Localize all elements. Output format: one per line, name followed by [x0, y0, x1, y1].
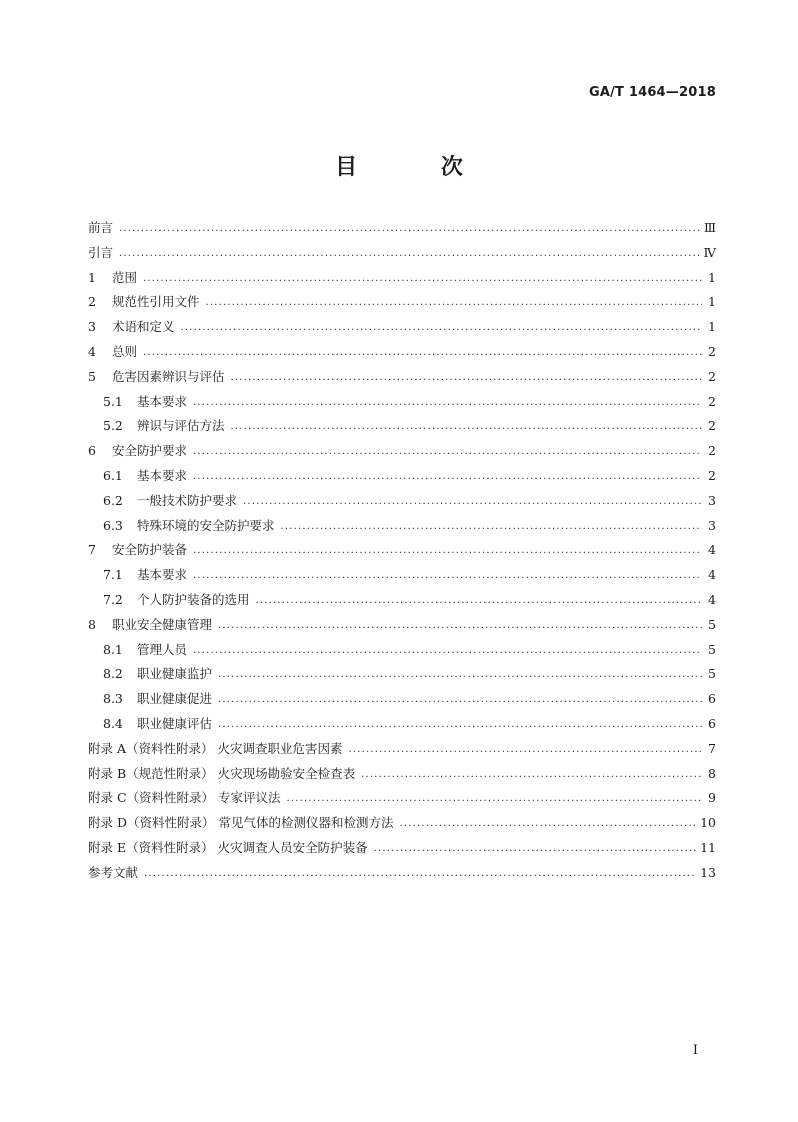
toc-entry-page: 6 [708, 691, 716, 707]
toc-entry-label: 管理人员 [137, 641, 188, 657]
toc-entry[interactable] [88, 640, 716, 665]
toc-entry[interactable] [88, 367, 716, 392]
toc-entry[interactable] [88, 416, 716, 441]
toc-entry-label: 职业健康评估 [137, 715, 213, 731]
toc-entry-page: 2 [708, 393, 716, 409]
toc-entry[interactable] [88, 714, 716, 739]
toc-entry[interactable] [88, 863, 716, 888]
toc-entry-label: 特殊环境的安全防护要求 [137, 517, 275, 533]
toc-entry-page: 1 [708, 269, 716, 285]
toc-entry-label: 术语和定义 [112, 319, 175, 335]
dot-leader [193, 445, 702, 459]
toc-title: 目 次 [335, 155, 501, 180]
toc-entry-page: 2 [708, 368, 716, 384]
dot-leader [218, 619, 702, 633]
toc-entry-page: 8 [708, 765, 716, 781]
toc-entry-number: 8 [88, 616, 96, 632]
toc-entry[interactable] [88, 813, 716, 838]
toc-entry-page: 4 [708, 567, 716, 583]
toc-entry-page: 5 [708, 666, 716, 682]
dot-leader [218, 693, 702, 707]
dot-leader [119, 247, 699, 261]
toc-entry-label: 辨识与评估方法 [137, 418, 225, 434]
toc-entry-label: 附录 A（资料性附录） 火灾调查职业危害因素 [88, 740, 343, 756]
toc-entry-page: 7 [708, 740, 716, 756]
toc-entry[interactable] [88, 268, 716, 293]
toc-entry-number: 6.3 [103, 517, 123, 533]
dot-leader [193, 470, 702, 484]
toc-entry-page: Ⅳ [703, 244, 716, 260]
toc-entry-label: 安全防护要求 [112, 443, 188, 459]
toc-entry[interactable] [88, 441, 716, 466]
toc-entry-number: 5 [88, 368, 96, 384]
toc-entry-page: 1 [708, 319, 716, 335]
toc-entry-label: 基本要求 [137, 567, 188, 583]
toc-entry-page: 1 [708, 294, 716, 310]
dot-leader [256, 594, 702, 608]
dot-leader [243, 495, 702, 509]
toc-entry[interactable] [88, 491, 716, 516]
toc-entry-number: 6.1 [103, 467, 123, 483]
dot-leader [231, 371, 702, 385]
dot-leader [206, 296, 702, 310]
toc-entry[interactable] [88, 292, 716, 317]
dot-leader [231, 420, 702, 434]
toc-entry[interactable] [88, 739, 716, 764]
dot-leader [143, 272, 702, 286]
dot-leader [143, 346, 702, 360]
toc-entry-number: 3 [88, 319, 96, 335]
toc-entry[interactable] [88, 788, 716, 813]
toc-entry-label: 规范性引用文件 [112, 294, 200, 310]
toc-entry-page: Ⅲ [703, 220, 716, 235]
toc-entry-number: 8.3 [103, 691, 123, 707]
toc-entry[interactable] [88, 565, 716, 590]
toc-entry-label: 职业健康促进 [137, 691, 213, 707]
toc-entry[interactable] [88, 764, 716, 789]
dot-leader [281, 520, 702, 534]
dot-leader [361, 768, 702, 782]
toc-entry-page: 5 [708, 641, 716, 657]
dot-leader [181, 321, 702, 335]
toc-entry-number: 4 [88, 343, 96, 359]
toc-entry-page: 11 [700, 839, 716, 855]
dot-leader [374, 842, 697, 856]
toc-entry[interactable] [88, 689, 716, 714]
toc-entry-label: 一般技术防护要求 [137, 492, 238, 508]
toc-entry-label: 前言 [88, 220, 114, 235]
toc-entry-page: 10 [700, 815, 716, 831]
toc-entry-page: 2 [708, 467, 716, 483]
toc-entry-number: 8.1 [103, 641, 123, 657]
toc-entry-page: 2 [708, 343, 716, 359]
toc-entry-page: 2 [708, 418, 716, 434]
toc-entry-label: 附录 B（规范性附录） 火灾现场勘验安全检查表 [88, 765, 356, 781]
toc-entry-page: 13 [700, 864, 716, 880]
toc-entry-label: 职业安全健康管理 [112, 616, 213, 632]
dot-leader [287, 792, 702, 806]
toc-entry-label: 危害因素辨识与评估 [112, 368, 225, 384]
toc-entry-number: 5.2 [103, 418, 123, 434]
dot-leader [193, 569, 702, 583]
toc-entry-number: 8.2 [103, 666, 123, 682]
toc-entry-number: 6 [88, 443, 96, 459]
dot-leader [348, 743, 702, 757]
table-of-contents [88, 218, 716, 888]
toc-entry-page: 4 [708, 591, 716, 607]
toc-entry[interactable] [88, 664, 716, 689]
toc-entry-number: 7.1 [103, 567, 123, 583]
toc-entry[interactable] [88, 590, 716, 615]
toc-entry-label: 个人防护装备的选用 [137, 591, 250, 607]
toc-entry-label: 引言 [88, 244, 114, 260]
toc-entry-label: 参考文献 [88, 864, 139, 880]
dot-leader [218, 718, 702, 732]
toc-entry-number: 5.1 [103, 393, 123, 409]
toc-entry[interactable] [88, 342, 716, 367]
toc-entry-number: 6.2 [103, 492, 123, 508]
toc-entry[interactable] [88, 243, 716, 268]
page-number: I [692, 1043, 698, 1058]
toc-entry-label: 基本要求 [137, 393, 188, 409]
toc-entry[interactable] [88, 516, 716, 541]
toc-entry[interactable] [88, 838, 716, 863]
toc-entry-page: 3 [708, 492, 716, 508]
toc-entry[interactable] [88, 218, 716, 243]
toc-entry-label: 安全防护装备 [112, 542, 188, 558]
dot-leader [119, 222, 700, 236]
toc-entry-page: 9 [708, 790, 716, 806]
toc-entry-number: 8.4 [103, 715, 123, 731]
toc-entry-label: 附录 C（资料性附录） 专家评议法 [88, 790, 281, 806]
standard-code: GA/T 1464—2018 [588, 85, 716, 100]
dot-leader [193, 544, 702, 558]
dot-leader [399, 817, 696, 831]
toc-entry-page: 2 [708, 443, 716, 459]
toc-entry-number: 2 [88, 294, 96, 310]
toc-entry[interactable] [88, 466, 716, 491]
toc-entry-page: 4 [708, 542, 716, 558]
dot-leader [144, 867, 696, 881]
dot-leader [218, 668, 702, 682]
dot-leader [193, 644, 702, 658]
toc-entry-label: 职业健康监护 [137, 666, 213, 682]
toc-entry-label: 范围 [112, 269, 138, 285]
toc-entry-page: 5 [708, 616, 716, 632]
toc-entry-label: 附录 D（资料性附录） 常见气体的检测仪器和检测方法 [88, 815, 394, 831]
toc-entry-page: 3 [708, 517, 716, 533]
toc-entry-label: 总则 [112, 343, 138, 359]
toc-entry-label: 附录 E（资料性附录） 火灾调查人员安全防护装备 [88, 839, 368, 855]
toc-entry[interactable] [88, 317, 716, 342]
toc-entry-number: 7.2 [103, 591, 123, 607]
dot-leader [193, 396, 702, 410]
toc-entry-label: 基本要求 [137, 467, 188, 483]
toc-entry[interactable] [88, 615, 716, 640]
toc-entry-number: 1 [88, 269, 96, 285]
toc-entry[interactable] [88, 540, 716, 565]
toc-entry[interactable] [88, 392, 716, 417]
toc-entry-number: 7 [88, 542, 96, 558]
toc-entry-page: 6 [708, 715, 716, 731]
